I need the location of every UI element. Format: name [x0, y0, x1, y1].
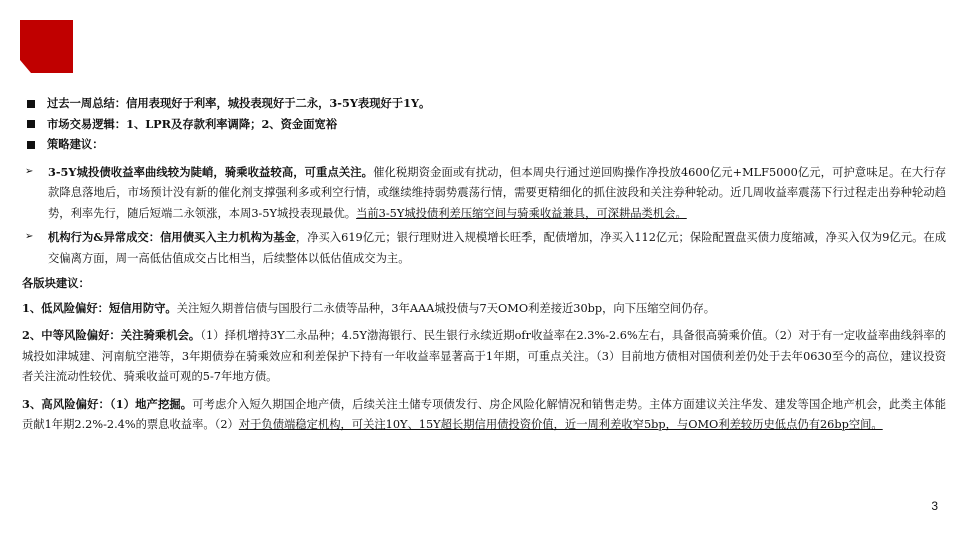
sector-heading: 各版块建议：: [22, 276, 90, 290]
sector-underline: 对于负债端稳定机构，可关注10Y、15Y超长期信用债投资价值，近一周利差收窄5bp，与OMO利差较历史低点仍有26bp空间。: [238, 418, 883, 431]
sector-item: [22, 298, 946, 320]
arrow-bullet-icon: ➢: [25, 231, 34, 242]
strategy-body: ，净买入619亿元；银行理财进入规模增长旺季，配债增加，净买入112亿元；保险配置盘买债力度缩减，净买入仅为9亿元。在成交偏离方面，周一高低估值成交占比相当，后续整体以低估值成交为主。: [48, 231, 946, 265]
sector-body: 关注短久期普信债与国股行二永债等品种，3年AAA城投债与7天OMO利差接近30bp，向下压缩空间仍存。: [176, 301, 716, 315]
square-bullet-icon: [27, 141, 35, 149]
sector-body: 可考虑介入短久期国企地产债，后续关注土储专项债发行、房企风险化解情况和销售走势。主体方面建议关注华发、建发等国企地产机会，此类主体能贡献1年期2.2%-2.4%的票息收益率。（2）: [22, 397, 947, 431]
sector-item: [22, 325, 946, 388]
square-bullet-icon: [27, 100, 35, 108]
strategy-lead: 机构行为&异常成交：信用债买入主力机构为基金: [48, 230, 296, 244]
page-number: 3: [931, 499, 938, 513]
sector-item: [22, 394, 946, 436]
sector-body: （1）择机增持3Y二永品种；4.5Y渤海银行、民生银行永续近期ofr收益率在2.3%-2.6%左右，具备很高骑乘价值。（2）对于有一定收益率曲线斜率的城投如津城建、河南航空港等，3年期债券在骑乘效应和利差保护下持有一年收益率显著高于1年期，可重点关注。（3）目前地方债相对国债利差仍处于去年0630至今的高位，建议投资者关注流动性较优、骑乘收益可观的5-7年地方债。: [22, 329, 946, 383]
arrow-bullet-icon: ➢: [25, 165, 34, 177]
strategy-item: [22, 162, 946, 225]
strategy-lead: 3-5Y城投债收益率曲线较为陡峭，骑乘收益较高，可重点关注。: [48, 164, 374, 179]
strategy-underline: 当前3-5Y城投债利差压缩空间与骑乘收益兼具，可深耕品类机会。: [356, 206, 687, 220]
strategy-item: [22, 227, 946, 269]
summary-item: 过去一周总结：信用表现好于利率，城投表现好于二永，3-5Y表现好于1Y。: [22, 93, 946, 114]
slide-content: [22, 93, 946, 436]
strategy-body: 催化税期资金面或有扰动，但本周央行通过逆回购操作净投放4600亿元+MLF5000亿元，可护意味足。在大行存款降息落地后，市场预计没有新的催化剂支撑强利多或利空行情，或继续维持弱势震荡行情，需要更精细化的抓住波段和关注券种轮动。近几周收益率震荡下行过程走出券种轮动趋势，利率先行，随后短端二永领涨，本周3-5Y城投表现最优。: [48, 165, 946, 220]
summary-item: 策略建议：: [22, 134, 946, 155]
sector-lead: 2、中等风险偏好：关注骑乘机会。: [22, 328, 201, 342]
sector-lead: 1、低风险偏好：短信用防守。: [22, 300, 177, 315]
sector-lead: 3、高风险偏好：（1）地产挖掘。: [22, 396, 193, 411]
brand-logo: [20, 20, 73, 73]
square-bullet-icon: [27, 120, 35, 128]
summary-item: 市场交易逻辑：1、LPR及存款利率调降；2、资金面宽裕: [22, 114, 946, 135]
